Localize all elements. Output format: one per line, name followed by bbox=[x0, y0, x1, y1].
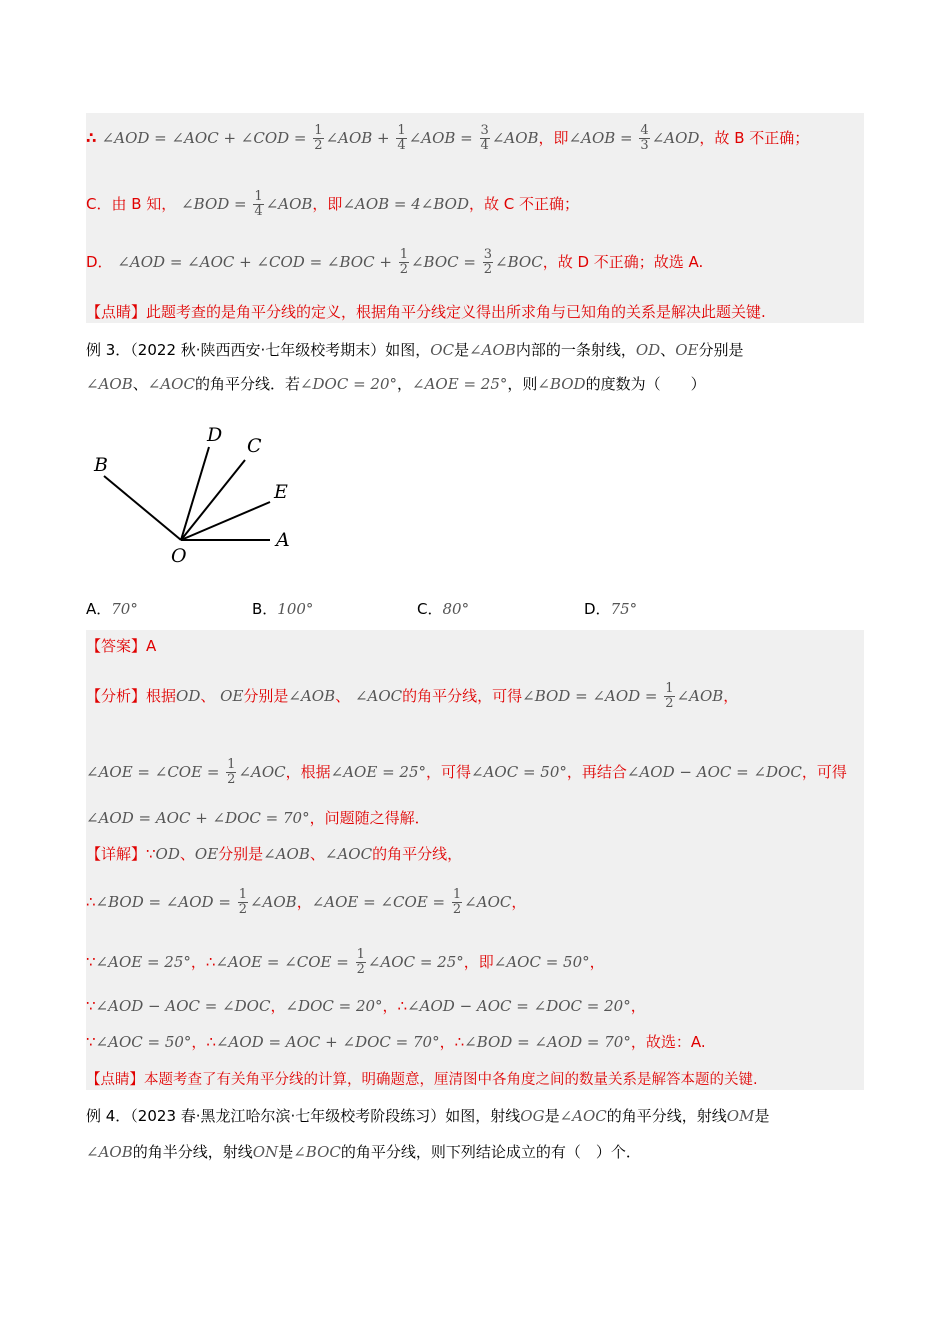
fraction: $\frac{4}{3}$ bbox=[640, 123, 649, 153]
label-d: D bbox=[207, 424, 223, 446]
solution-line-b: ∴ ∠AOD = ∠AOC + ∠COD = $\frac{1}{2}$ ∠AOB + $\frac{1}{4}$ ∠AOB = $\frac{3}{4}$ ∠AOB，即∠AOB = $\frac{4}{3}$ ∠AOD，故 B 不正确； bbox=[86, 123, 810, 153]
math: ∠AOB = bbox=[568, 129, 633, 147]
ray-oe bbox=[181, 502, 270, 540]
detail-line5: ∵∠AOC = 50°，∴∠AOD = AOC + ∠DOC = 70°，∴∠BOD = ∠AOD = 70°，故选：A. bbox=[86, 1033, 706, 1051]
example3-line1: 例 3．（2022 秋·陕西西安·七年级校考期末）如图，OC是∠AOB内部的一条射线，OD、OE分别是 bbox=[86, 341, 744, 359]
comment-line: 【点睛】此题考查的是角平分线的定义，根据角平分线定义得出所求角与已知角的关系是解决此题关键. bbox=[86, 303, 766, 321]
fraction: $\frac{1}{2}$ bbox=[314, 123, 323, 153]
solution-line-c: C．由 B 知， ∠BOD = $\frac{1}{4}$ ∠AOB，即∠AOB = 4∠BOD，故 C 不正确； bbox=[86, 189, 580, 219]
fraction: $\frac{1}{4}$ bbox=[254, 189, 263, 219]
angle-figure bbox=[80, 420, 310, 570]
ray-od bbox=[181, 447, 209, 540]
detail-line1: 【详解】∵OD、OE分别是∠AOB、∠AOC的角平分线， bbox=[86, 845, 463, 863]
option-a[interactable]: A．70° bbox=[86, 600, 138, 618]
detail-line4: ∵∠AOD − AOC = ∠DOC，∠DOC = 20°，∴∠AOD − AOC = ∠DOC = 20°， bbox=[86, 997, 646, 1015]
fraction: $\frac{3}{2}$ bbox=[483, 247, 493, 277]
math: ∠BOD = bbox=[181, 195, 247, 213]
math: ∠AOB = bbox=[408, 129, 473, 147]
analysis-line1: 【分析】根据OD、 OE分别是∠AOB、 ∠AOC的角平分线，可得∠BOD = ∠AOD = $\frac{1}{2}$ ∠AOB， bbox=[86, 681, 739, 711]
fraction: $\frac{1}{2}$ bbox=[399, 247, 408, 277]
math: ∠AOB = 4∠BOD bbox=[342, 195, 469, 213]
option-d[interactable]: D．75° bbox=[584, 600, 638, 618]
example4-line1: 例 4．（2023 春·黑龙江哈尔滨·七年级校考阶段练习）如图，射线OG是∠AOC的角平分线，射线OM是 bbox=[86, 1107, 770, 1125]
math: ∠AOD = ∠AOC + ∠COD = bbox=[101, 129, 307, 147]
detail-line3: ∵∠AOE = 25°，∴∠AOE = ∠COE = $\frac{1}{2}$ ∠AOC = 25°，即∠AOC = 50°， bbox=[86, 947, 605, 977]
option-b[interactable]: B．100° bbox=[252, 600, 314, 618]
math: ∠AOB bbox=[491, 129, 539, 147]
math: ∠AOB bbox=[265, 195, 313, 213]
detail-line2: ∴∠BOD = ∠AOD = $\frac{1}{2}$ ∠AOB，∠AOE = ∠COE = $\frac{1}{2}$ ∠AOC， bbox=[86, 887, 527, 917]
label-b: B bbox=[94, 454, 108, 476]
example4-line2: ∠AOB的角半分线，射线ON是∠BOC的角平分线，则下列结论成立的有（ ）个． bbox=[86, 1143, 641, 1161]
label-c: C bbox=[247, 435, 262, 457]
math: ∠AOD = ∠AOC + ∠COD = ∠BOC + bbox=[117, 253, 392, 271]
math: ∠BOC bbox=[495, 253, 543, 271]
ray-ob bbox=[104, 476, 181, 540]
answer-line: 【答案】A bbox=[86, 637, 157, 655]
label-a: A bbox=[276, 529, 290, 551]
math: ∠AOD bbox=[651, 129, 700, 147]
example3-line2: ∠AOB、∠AOC的角平分线．若∠DOC = 20°，∠AOE = 25°，则∠BOD的度数为（ ） bbox=[86, 375, 706, 393]
analysis-line2: ∠AOE = ∠COE = $\frac{1}{2}$ ∠AOC，根据∠AOE = 25°，可得∠AOC = 50°，再结合∠AOD − AOC = ∠DOC，可得 bbox=[86, 757, 847, 787]
fraction: $\frac{1}{4}$ bbox=[397, 123, 406, 153]
analysis-line3: ∠AOD = AOC + ∠DOC = 70°，问题随之得解． bbox=[86, 809, 430, 827]
solution-line-d: D． ∠AOD = ∠AOC + ∠COD = ∠BOC + $\frac{1}{2}$ ∠BOC = $\frac{3}{2}$ ∠BOC，故 D 不正确；故选 A. bbox=[86, 247, 704, 277]
ray-oc bbox=[181, 460, 245, 540]
option-c[interactable]: C．80° bbox=[417, 600, 470, 618]
math: ∠AOB + bbox=[325, 129, 390, 147]
math: ∠BOC = bbox=[410, 253, 476, 271]
comment-line-2: 【点睛】本题考查了有关角平分线的计算，明确题意，厘清图中各角度之间的数量关系是解答本题的关键. bbox=[86, 1072, 758, 1088]
label-e: E bbox=[274, 481, 288, 503]
fraction: $\frac{3}{4}$ bbox=[480, 123, 489, 153]
label-o: O bbox=[171, 545, 187, 567]
